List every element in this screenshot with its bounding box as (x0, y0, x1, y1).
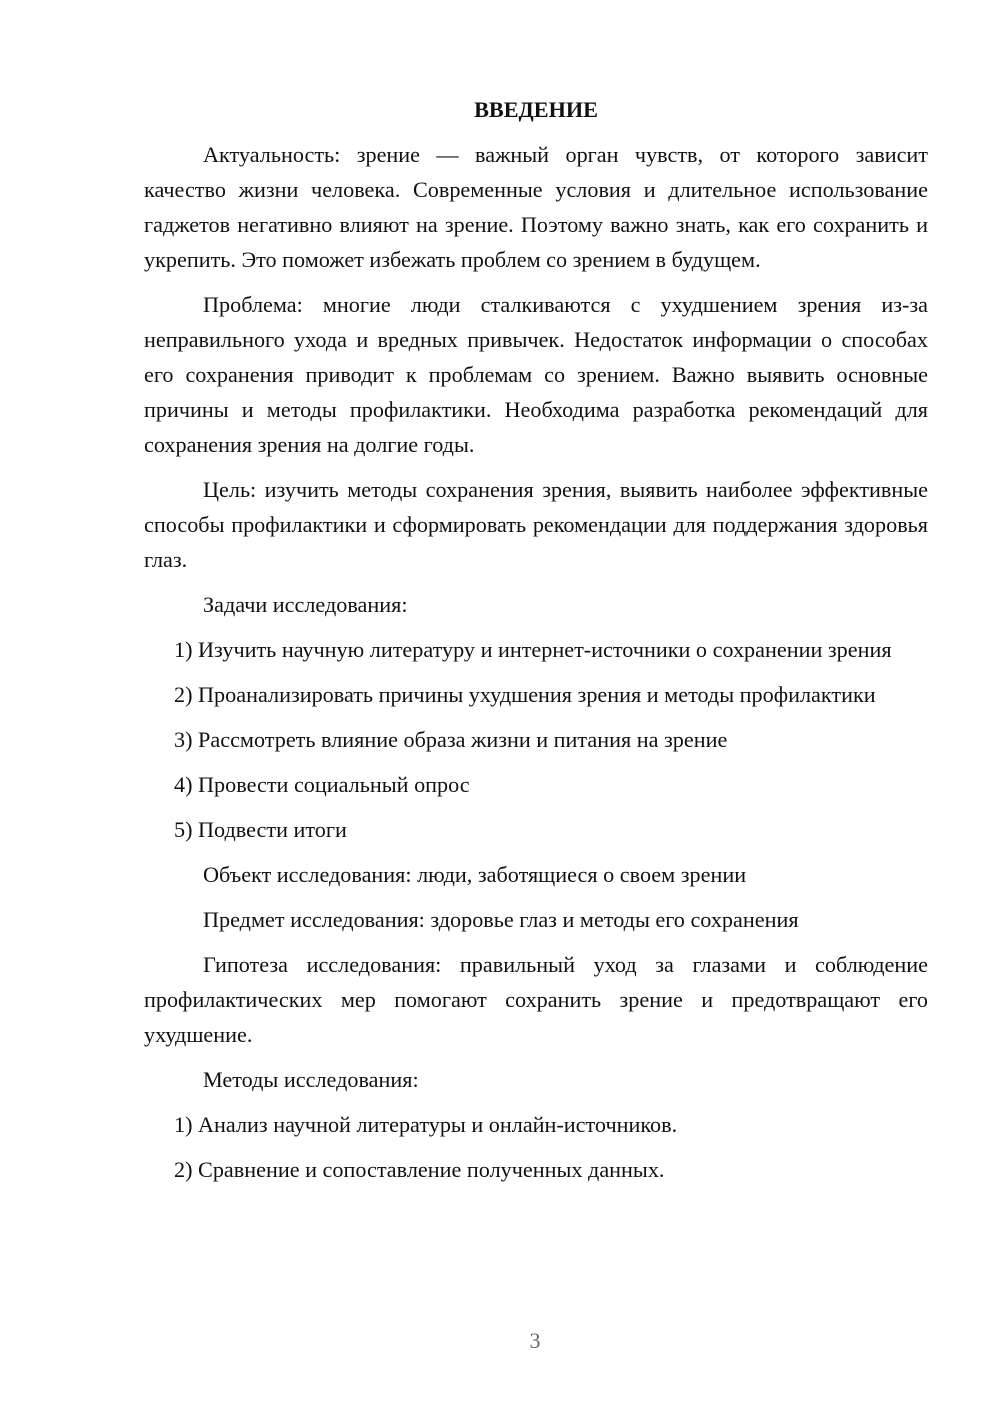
method-item-2: 2) Сравнение и сопоставление полученных данных. (174, 1157, 665, 1182)
task-item-1: 1) Изучить научную литературу и интернет-источники о сохранении зрения (174, 637, 892, 662)
tasks-heading: Задачи исследования: (203, 592, 408, 617)
object-paragraph: Объект исследования: люди, заботящиеся о своем зрении (203, 862, 747, 887)
method-item-1: 1) Анализ научной литературы и онлайн-источников. (174, 1112, 678, 1137)
task-item-4: 4) Провести социальный опрос (174, 772, 470, 797)
section-title: ВВЕДЕНИЕ (474, 97, 598, 122)
goal-paragraph: Цель: изучить методы сохранения зрения, выявить наиболее эффективные способы профилактики и сформировать рекомендации для поддержания здоровья глаз. (144, 477, 928, 572)
page-number: 3 (529, 1328, 541, 1353)
problem-paragraph: Проблема: многие люди сталкиваются с ухудшением зрения из-за неправильного ухода и вредных привычек. Недостаток информации о способах его сохранения приводит к проблемам со зрением. Важно выявить основные причины и методы профилактики. Необходима разработка рекомендаций для сохранения зрения на долгие годы. (144, 292, 928, 457)
document-page (144, 92, 928, 1197)
relevance-paragraph: Актуальность: зрение — важный орган чувств, от которого зависит качество жизни человека. Современные условия и длительное использование гаджетов негативно влияют на зрение. Поэтому важно знать, как его сохранить и укрепить. Это поможет избежать проблем со зрением в будущем. (144, 142, 928, 272)
task-item-2: 2) Проанализировать причины ухудшения зрения и методы профилактики (174, 682, 876, 707)
hypothesis-paragraph: Гипотеза исследования: правильный уход за глазами и соблюдение профилактических мер помогают сохранить зрение и предотвращают его ухудшение. (144, 952, 928, 1047)
methods-heading: Методы исследования: (203, 1067, 419, 1092)
subject-paragraph: Предмет исследования: здоровье глаз и методы его сохранения (203, 907, 799, 932)
task-item-3: 3) Рассмотреть влияние образа жизни и питания на зрение (174, 727, 728, 752)
task-item-5: 5) Подвести итоги (174, 817, 347, 842)
